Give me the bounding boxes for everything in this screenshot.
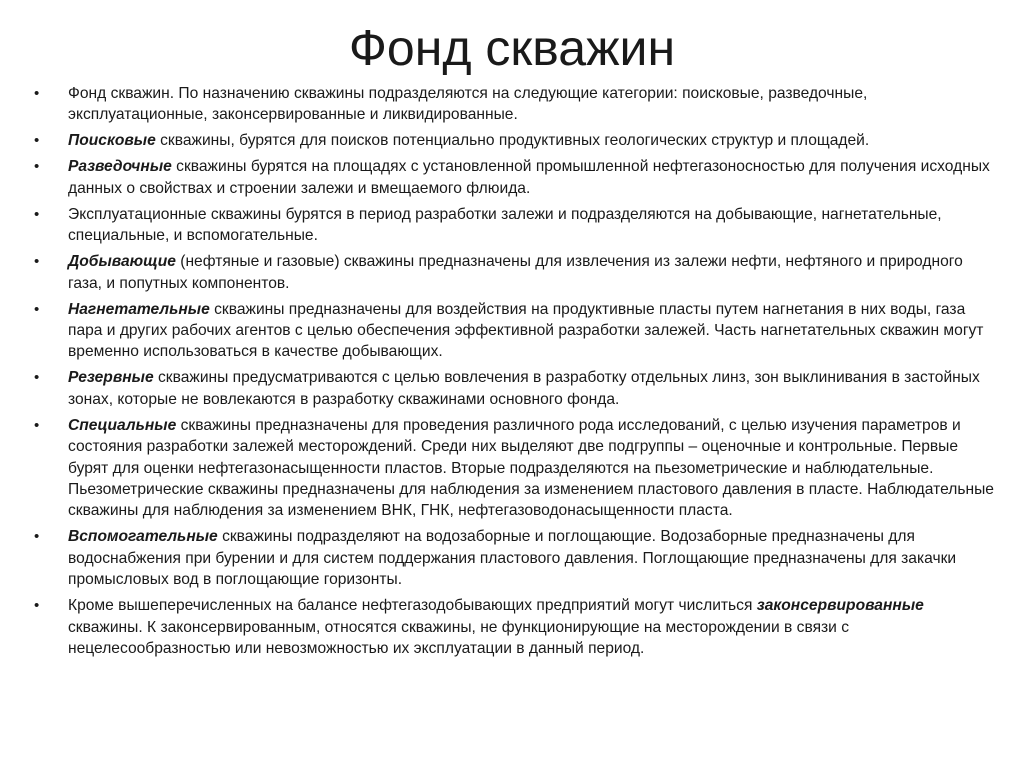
list-item — [34, 595, 994, 659]
item-term: Добывающие — [68, 253, 176, 271]
list-item — [34, 156, 994, 199]
item-term: законсервированные — [756, 597, 924, 615]
bullet-list — [34, 83, 994, 664]
list-item — [34, 415, 994, 522]
bullet-icon: • — [34, 300, 40, 318]
item-text: Фонд скважин. По назначению скважины подразделяются на следующие категории: поисковые, разведочные, эксплуатационные, законсервированные и ликвидированные. — [68, 85, 868, 124]
bullet-icon: • — [34, 132, 40, 150]
item-text: скважины бурятся на площадях с установленной промышленной нефтегазоносностью для получения исходных данных о свойствах и строении залежи и вмещаемого флюида. — [68, 158, 990, 197]
list-item — [34, 299, 994, 363]
item-term: Разведочные — [68, 158, 172, 176]
bullet-icon: • — [34, 369, 40, 387]
item-term: Нагнетательные — [68, 300, 210, 318]
list-item — [34, 367, 994, 410]
item-term: Вспомогательные — [68, 528, 218, 546]
item-term: Резервные — [68, 369, 154, 387]
item-text: скважины предназначены для воздействия на продуктивные пласты путем нагнетания в них воды, газа пара и других рабочих агентов с целью обеспечения эффективной разработки залежей. Часть нагнетательных скважин могут временно использоваться в качестве добывающих. — [68, 300, 984, 361]
bullet-icon: • — [34, 205, 40, 223]
item-text: Эксплуатационные скважины бурятся в период разработки залежи и подразделяются на добывающие, нагнетательные, специальные, и вспомогательные. — [68, 205, 942, 245]
item-text: (нефтяные и газовые) скважины предназначены для извлечения из залежи нефти, нефтяного и природного газа, и попутных компонентов. — [68, 253, 963, 292]
item-text: скважины подразделяют на водозаборные и поглощающие. Водозаборные предназначены для водоснабжения при бурении и для систем поддержания пластового давления. Поглощающие предназначены для закачки промысловых вод в поглощающие горизонты. — [68, 528, 957, 589]
item-term: Поисковые — [68, 132, 156, 150]
bullet-icon: • — [34, 528, 40, 546]
list-item — [34, 251, 994, 294]
item-text: скважины. К законсервированным, относятся скважины, не функционирующие на месторождении в связи с нецелесообразностью или невозможностью их эксплуатации в данный период. — [68, 618, 850, 658]
item-text: скважины, бурятся для поисков потенциально продуктивных геологических структур и площадей. — [155, 132, 870, 150]
bullet-icon: • — [34, 597, 40, 615]
list-item — [34, 204, 994, 247]
list-item — [34, 526, 994, 590]
item-text-lead: Кроме вышеперечисленных на балансе нефтегазодобывающих предприятий могут числиться — [68, 597, 757, 615]
slide-title: Фонд скважин — [348, 20, 676, 76]
item-term: Специальные — [68, 416, 177, 434]
list-item — [34, 130, 994, 151]
item-text: скважины предназначены для проведения различного рода исследований, с целью изучения параметров и состояния разработки залежей месторождений. Среди них выделяют две подгруппы – оценочные и контрольные. Первые бурят для оценки нефтегазонасыщенности пластов. Вторые подразделяются на пьезометрические и наблюдательные. Пьезометрические скважины предназначены для наблюдения за изменением пластового давления в пласте. Наблюдательные скважины для наблюдения за изменением ВНК, ГНК, нефтегазоводонасыщенности пласта. — [68, 416, 994, 520]
item-text: скважины предусматриваются с целью вовлечения в разработку отдельных линз, зон выклинивания в застойных зонах, которые не вовлекаются в разработку скважинами основного фонда. — [68, 369, 980, 408]
bullet-icon: • — [34, 416, 40, 434]
list-item — [34, 83, 994, 126]
bullet-icon: • — [34, 85, 40, 102]
bullet-icon: • — [34, 158, 40, 176]
bullet-icon: • — [34, 253, 40, 271]
